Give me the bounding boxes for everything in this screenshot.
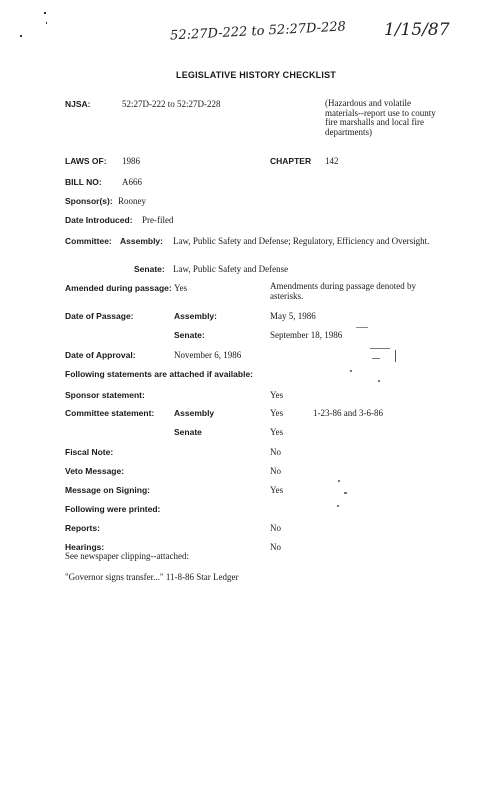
passage-assembly-label: Assembly:	[174, 311, 217, 321]
scan-speck	[356, 327, 368, 328]
scan-speck	[46, 22, 47, 24]
passage-assembly-value: May 5, 1986	[270, 311, 316, 321]
committee-statement-assembly-note: 1-23-86 and 3-6-86	[313, 408, 383, 418]
sponsor-statement-value: Yes	[270, 390, 284, 400]
njsa-label: NJSA:	[65, 99, 91, 109]
following-printed-heading: Following were printed:	[65, 504, 161, 514]
hearings-label: Hearings:	[65, 542, 105, 552]
committee-assembly-label: Assembly:	[120, 236, 163, 246]
veto-message-label: Veto Message:	[65, 466, 125, 476]
sponsor-label: Sponsor(s):	[65, 196, 113, 206]
message-on-signing-label: Message on Signing:	[65, 485, 151, 495]
bill-no-value: A666	[122, 177, 142, 187]
chapter-value: 142	[325, 156, 339, 166]
date-of-passage-label: Date of Passage:	[65, 311, 134, 321]
amended-label: Amended during passage:	[65, 283, 172, 293]
page-title: LEGISLATIVE HISTORY CHECKLIST	[176, 70, 336, 80]
sponsor-statement-label: Sponsor statement:	[65, 390, 145, 400]
amended-value: Yes	[174, 283, 188, 293]
laws-of-value: 1986	[122, 156, 140, 166]
reports-value: No	[270, 523, 281, 533]
committee-label: Committee:	[65, 236, 112, 246]
passage-senate-value: September 18, 1986	[270, 330, 343, 340]
chapter-label: CHAPTER	[270, 156, 312, 166]
amended-note: Amendments during passage denoted by asterisks.	[270, 281, 416, 301]
date-of-approval-value: November 6, 1986	[174, 350, 242, 360]
committee-statement-senate-label: Senate	[174, 427, 202, 437]
message-on-signing-value: Yes	[270, 485, 284, 495]
clipping-reference: "Governor signs transfer..." 11-8-86 Star Ledger	[65, 572, 239, 582]
scan-speck	[395, 350, 396, 362]
committee-senate-label: Senate:	[134, 264, 165, 274]
date-of-approval-label: Date of Approval:	[65, 350, 136, 360]
committee-senate-value: Law, Public Safety and Defense	[173, 264, 289, 274]
scan-speck	[20, 35, 22, 37]
veto-message-value: No	[270, 466, 281, 476]
handwritten-date: 1/15/87	[384, 20, 450, 40]
scan-speck	[350, 370, 352, 372]
date-introduced-value: Pre-filed	[142, 215, 174, 225]
handwritten-range: 52:27D-222 to 52:27D-228	[169, 19, 347, 44]
fiscal-note-value: No	[270, 447, 281, 457]
njsa-value: 52:27D-222 to 52:27D-228	[122, 99, 221, 109]
sponsor-value: Rooney	[118, 196, 146, 206]
scan-speck	[44, 12, 46, 14]
committee-statement-label: Committee statement:	[65, 408, 155, 418]
reports-label: Reports:	[65, 523, 100, 533]
scan-speck	[378, 380, 380, 382]
following-attached-heading: Following statements are attached if available:	[65, 369, 253, 379]
date-introduced-label: Date Introduced:	[65, 215, 133, 225]
scan-speck	[338, 480, 340, 482]
scan-speck	[370, 348, 390, 349]
passage-senate-label: Senate:	[174, 330, 205, 340]
scan-speck	[372, 358, 380, 359]
committee-statement-assembly-value: Yes	[270, 408, 284, 418]
committee-statement-assembly-label: Assembly	[174, 408, 215, 418]
bill-no-label: BILL NO:	[65, 177, 102, 187]
scan-speck	[344, 492, 347, 494]
fiscal-note-label: Fiscal Note:	[65, 447, 114, 457]
njsa-note: (Hazardous and volatile materials--report use to county fire marshalls and local fire departments)	[325, 98, 436, 137]
scan-speck	[337, 505, 339, 507]
laws-of-label: LAWS OF:	[65, 156, 107, 166]
committee-statement-senate-value: Yes	[270, 427, 284, 437]
hearings-value: No	[270, 542, 281, 552]
committee-assembly-value: Law, Public Safety and Defense; Regulatory, Efficiency and Oversight.	[173, 236, 430, 246]
clipping-note: See newspaper clipping--attached:	[65, 551, 189, 561]
